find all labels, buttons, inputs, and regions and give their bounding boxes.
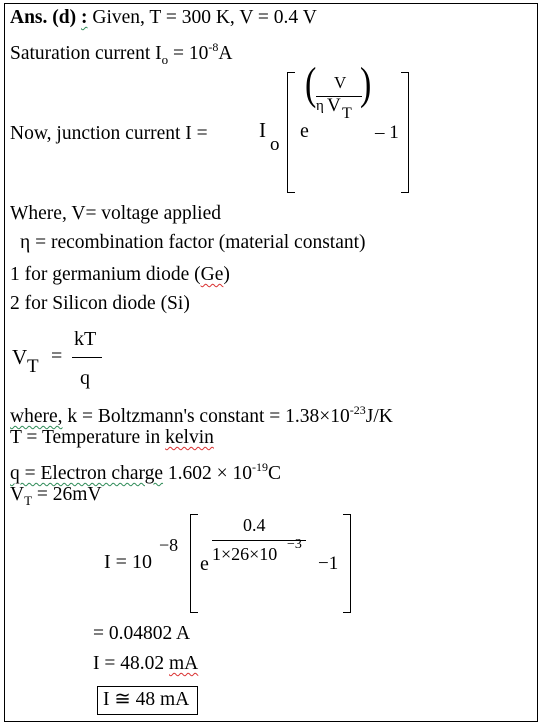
calc-exponent: −8 [159,535,179,555]
junction-I-subscript: o [270,134,280,155]
saturation-exponent: -8 [208,40,219,54]
vt-equals: = [51,345,63,367]
right-square-bracket [401,72,409,193]
answer-colon: : [80,7,88,28]
definition-eta: η = recombination factor (material constant) [20,232,366,253]
calc-left-bracket [190,514,198,613]
junction-current-label: Now, junction current I = [10,123,208,144]
answer-header [10,6,317,30]
boltzmann-unit: J/K [365,406,393,427]
vt-denominator: q [80,367,90,389]
saturation-current-line [10,35,232,72]
calc-right-bracket [343,514,351,613]
boltzmann-line [10,398,393,429]
exponent-eta: η [316,98,324,114]
germanium-symbol: Ge [200,264,224,285]
where-word: where, [10,406,63,427]
definition-voltage: Where, V= voltage applied [10,203,221,224]
boltzmann-constant: k = Boltzmann's constant = 1.38×10 [62,406,350,427]
germanium-close: ) [223,264,230,285]
junction-I: I [259,118,266,142]
vt-T-subscript: T [27,356,39,377]
kelvin-word: kelvin [165,427,214,448]
boltzmann-exponent: -23 [349,403,366,417]
final-answer: I ≅ 48 mA [103,689,190,710]
vt-V: V [12,345,28,369]
calc-den-exponent: −3 [287,537,302,552]
answer-label: Ans. (d) [10,7,77,28]
vt-fraction-bar [72,357,102,358]
electron-charge-exponent: -19 [252,460,269,474]
germanium-label: 1 for germanium diode ( [10,264,201,285]
electron-charge-value: 1.602 × 10 [163,463,253,484]
result-milliamperes [93,652,198,676]
thermal-voltage-V: V [10,484,25,505]
answer-frame [4,3,538,722]
electron-charge-label: q = Electron charge [10,463,164,484]
exponent-numerator: V [334,73,347,92]
calc-minus-one: −1 [318,553,339,574]
calc-exp-numerator: 0.4 [243,515,266,535]
thermal-voltage-line [10,483,102,513]
calc-lhs: I = 10 [104,551,152,573]
saturation-equals: = 10 [168,43,209,64]
definition-germanium [10,263,230,287]
electron-charge-unit: C [268,463,282,484]
calc-exp-denominator: 1×26×10 [212,544,278,564]
calc-e: e [200,553,209,575]
exponent-T-subscript: T [342,105,352,122]
definition-silicon: 2 for Silicon diode (Si) [10,293,190,314]
left-square-bracket [287,72,295,193]
exponential-e: e [300,120,309,142]
result-value: I = 48.02 [93,653,169,674]
result-amperes: = 0.04802 A [93,623,191,644]
thermal-voltage-subscript: T [24,493,33,508]
saturation-label: Saturation current I [10,43,162,64]
vt-numerator: kT [74,328,97,350]
temperature-line [10,426,214,450]
thermal-voltage-value: = 26mV [32,484,102,505]
saturation-unit: A [218,43,233,64]
electron-charge-line [10,455,281,486]
temperature-label: T = Temperature in [10,427,166,448]
exponent-left-paren: ( [305,59,317,110]
exponent-V: V [327,95,341,116]
junction-minus-one: – 1 [375,122,399,143]
exponent-right-paren: ) [360,59,372,110]
result-unit: mA [169,653,199,674]
saturation-subscript: o [161,52,169,67]
given-values: Given, T = 300 K, V = 0.4 V [92,7,317,28]
